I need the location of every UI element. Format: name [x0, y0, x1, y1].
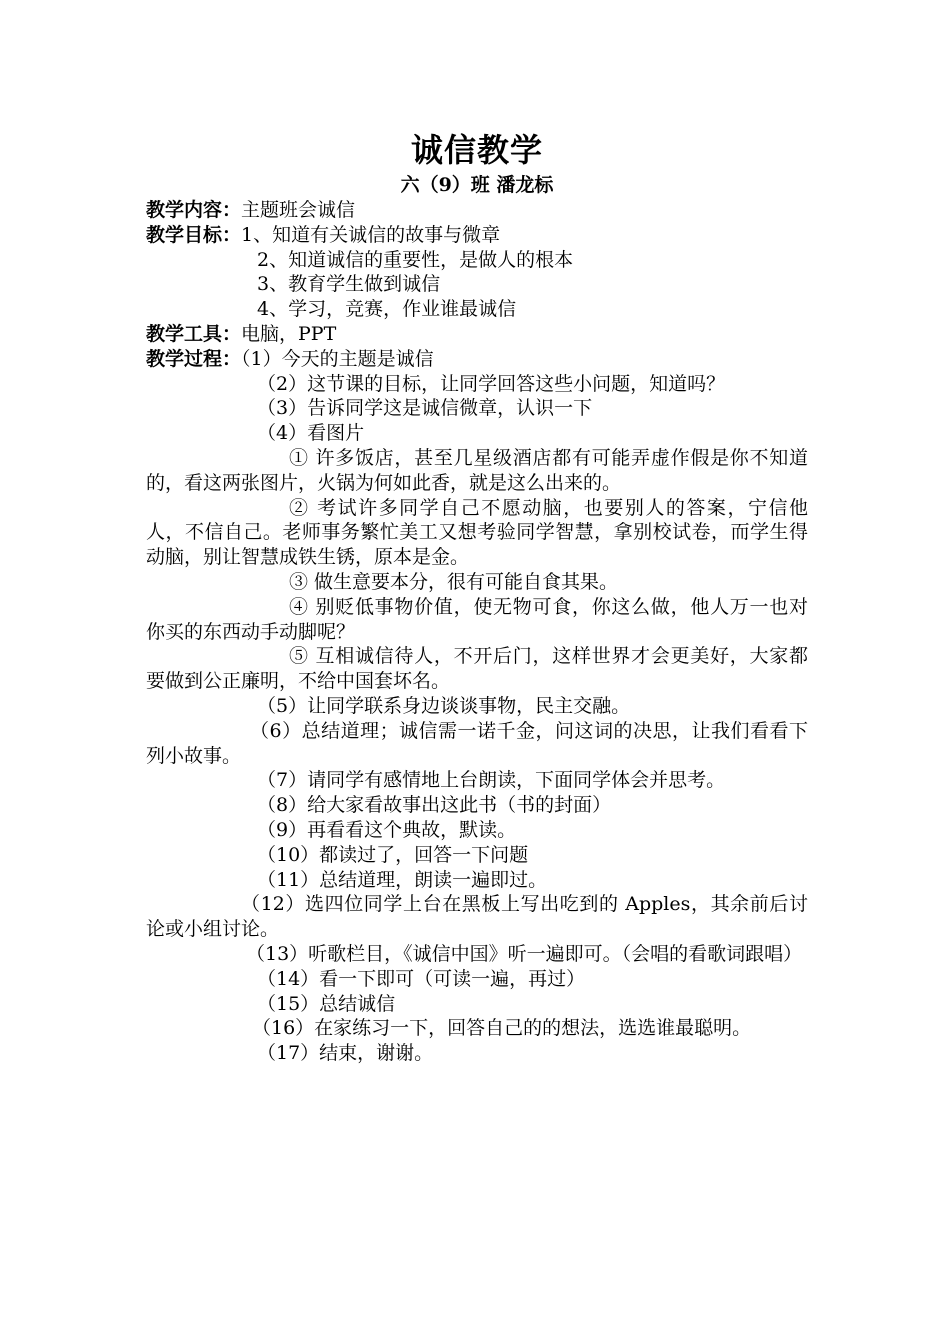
- content-line: [146, 198, 808, 223]
- goal-line-1: [146, 223, 808, 248]
- process-step-12: （12）选四位同学上台在黑板上写出吃到的 Apples，其余前后讨论或小组讨论。: [146, 893, 808, 941]
- process-substep-2: ② 考试许多同学自己不愿动脑，也要别人的答案，宁信他人，不信自己。老师事务繁忙美工又想考验同学智慧，拿别校试卷，而学生得动脑，别让智慧成铁生锈，原本是金。: [146, 496, 808, 569]
- document-page: [146, 128, 808, 1066]
- goal-item-4: 4、学习，竞赛，作业谁最诚信: [257, 298, 517, 321]
- tools-line: [146, 322, 808, 347]
- goal-item-1: 1、知道有关诚信的故事与微章: [241, 223, 501, 246]
- process-step-2: （2）这节课的目标，让同学回答这些小问题，知道吗？: [257, 372, 726, 395]
- process-substep-5: ⑤ 互相诚信待人，不开后门，这样世界才会更美好，大家都要做到公正廉明，不给中国套坏名。: [146, 645, 808, 693]
- process-label: 教学过程：: [146, 347, 242, 370]
- process-step-6: （6）总结道理；诚信需一诺千金，问这词的决思，让我们看看下列小故事。: [146, 719, 808, 767]
- content-label: 教学内容：: [146, 199, 242, 221]
- tools-label: 教学工具：: [146, 322, 242, 345]
- process-step-13: （13）听歌栏目，《诚信中国》听一遍即可。（会唱的看歌词跟唱）: [246, 942, 803, 965]
- process-step-9: （9）再看看这个典故，默读。: [257, 818, 517, 841]
- process-step-16: （16）在家练习一下，回答自己的的想法，选选谁最聪明。: [252, 1017, 752, 1040]
- process-substep-4: ④ 别贬低事物价值，使无物可食，你这么做，他人万一也对你买的东西动手动脚呢？: [146, 595, 808, 643]
- process-step-3: （3）告诉同学这是诚信微章，认识一下: [257, 397, 593, 420]
- document-title: 诚信教学: [410, 131, 543, 169]
- goal-item-2: 2、知道诚信的重要性，是做人的根本: [257, 248, 574, 271]
- process-step-15: （15）总结诚信: [257, 992, 396, 1015]
- process-step-11: （11）总结道理，朗读一遍即过。: [257, 868, 548, 891]
- process-substep-1: ① 许多饭店，甚至几星级酒店都有可能弄虚作假是你不知道的，看这两张图片，火锅为何如此香，就是这么出来的。: [146, 446, 808, 494]
- tools-value: 电脑，PPT: [241, 322, 337, 345]
- content-value: 主题班会诚信: [241, 199, 356, 221]
- goals-label: 教学目标：: [146, 223, 242, 246]
- process-step-4: （4）看图片: [257, 422, 365, 445]
- process-step-1: （1）今天的主题是诚信: [241, 347, 434, 370]
- process-substep-3: ③ 做生意要本分，很有可能自食其果。: [289, 570, 619, 593]
- process-step-14: （14）看一下即可（可读一遍，再过）: [257, 967, 586, 990]
- process-step-7: （7）请同学有感情地上台朗读，下面同学体会并思考。: [257, 769, 726, 792]
- process-line-1: [146, 347, 808, 372]
- document-subtitle: 六（9）班 潘龙标: [400, 174, 554, 196]
- goal-item-3: 3、教育学生做到诚信: [257, 273, 441, 296]
- process-step-17: （17）结束，谢谢。: [257, 1042, 434, 1065]
- process-step-8: （8）给大家看故事出这此书（书的封面）: [257, 794, 612, 817]
- process-step-5: （5）让同学联系身边谈谈事物，民主交融。: [257, 694, 631, 717]
- process-step-10: （10）都读过了，回答一下问题: [257, 843, 529, 866]
